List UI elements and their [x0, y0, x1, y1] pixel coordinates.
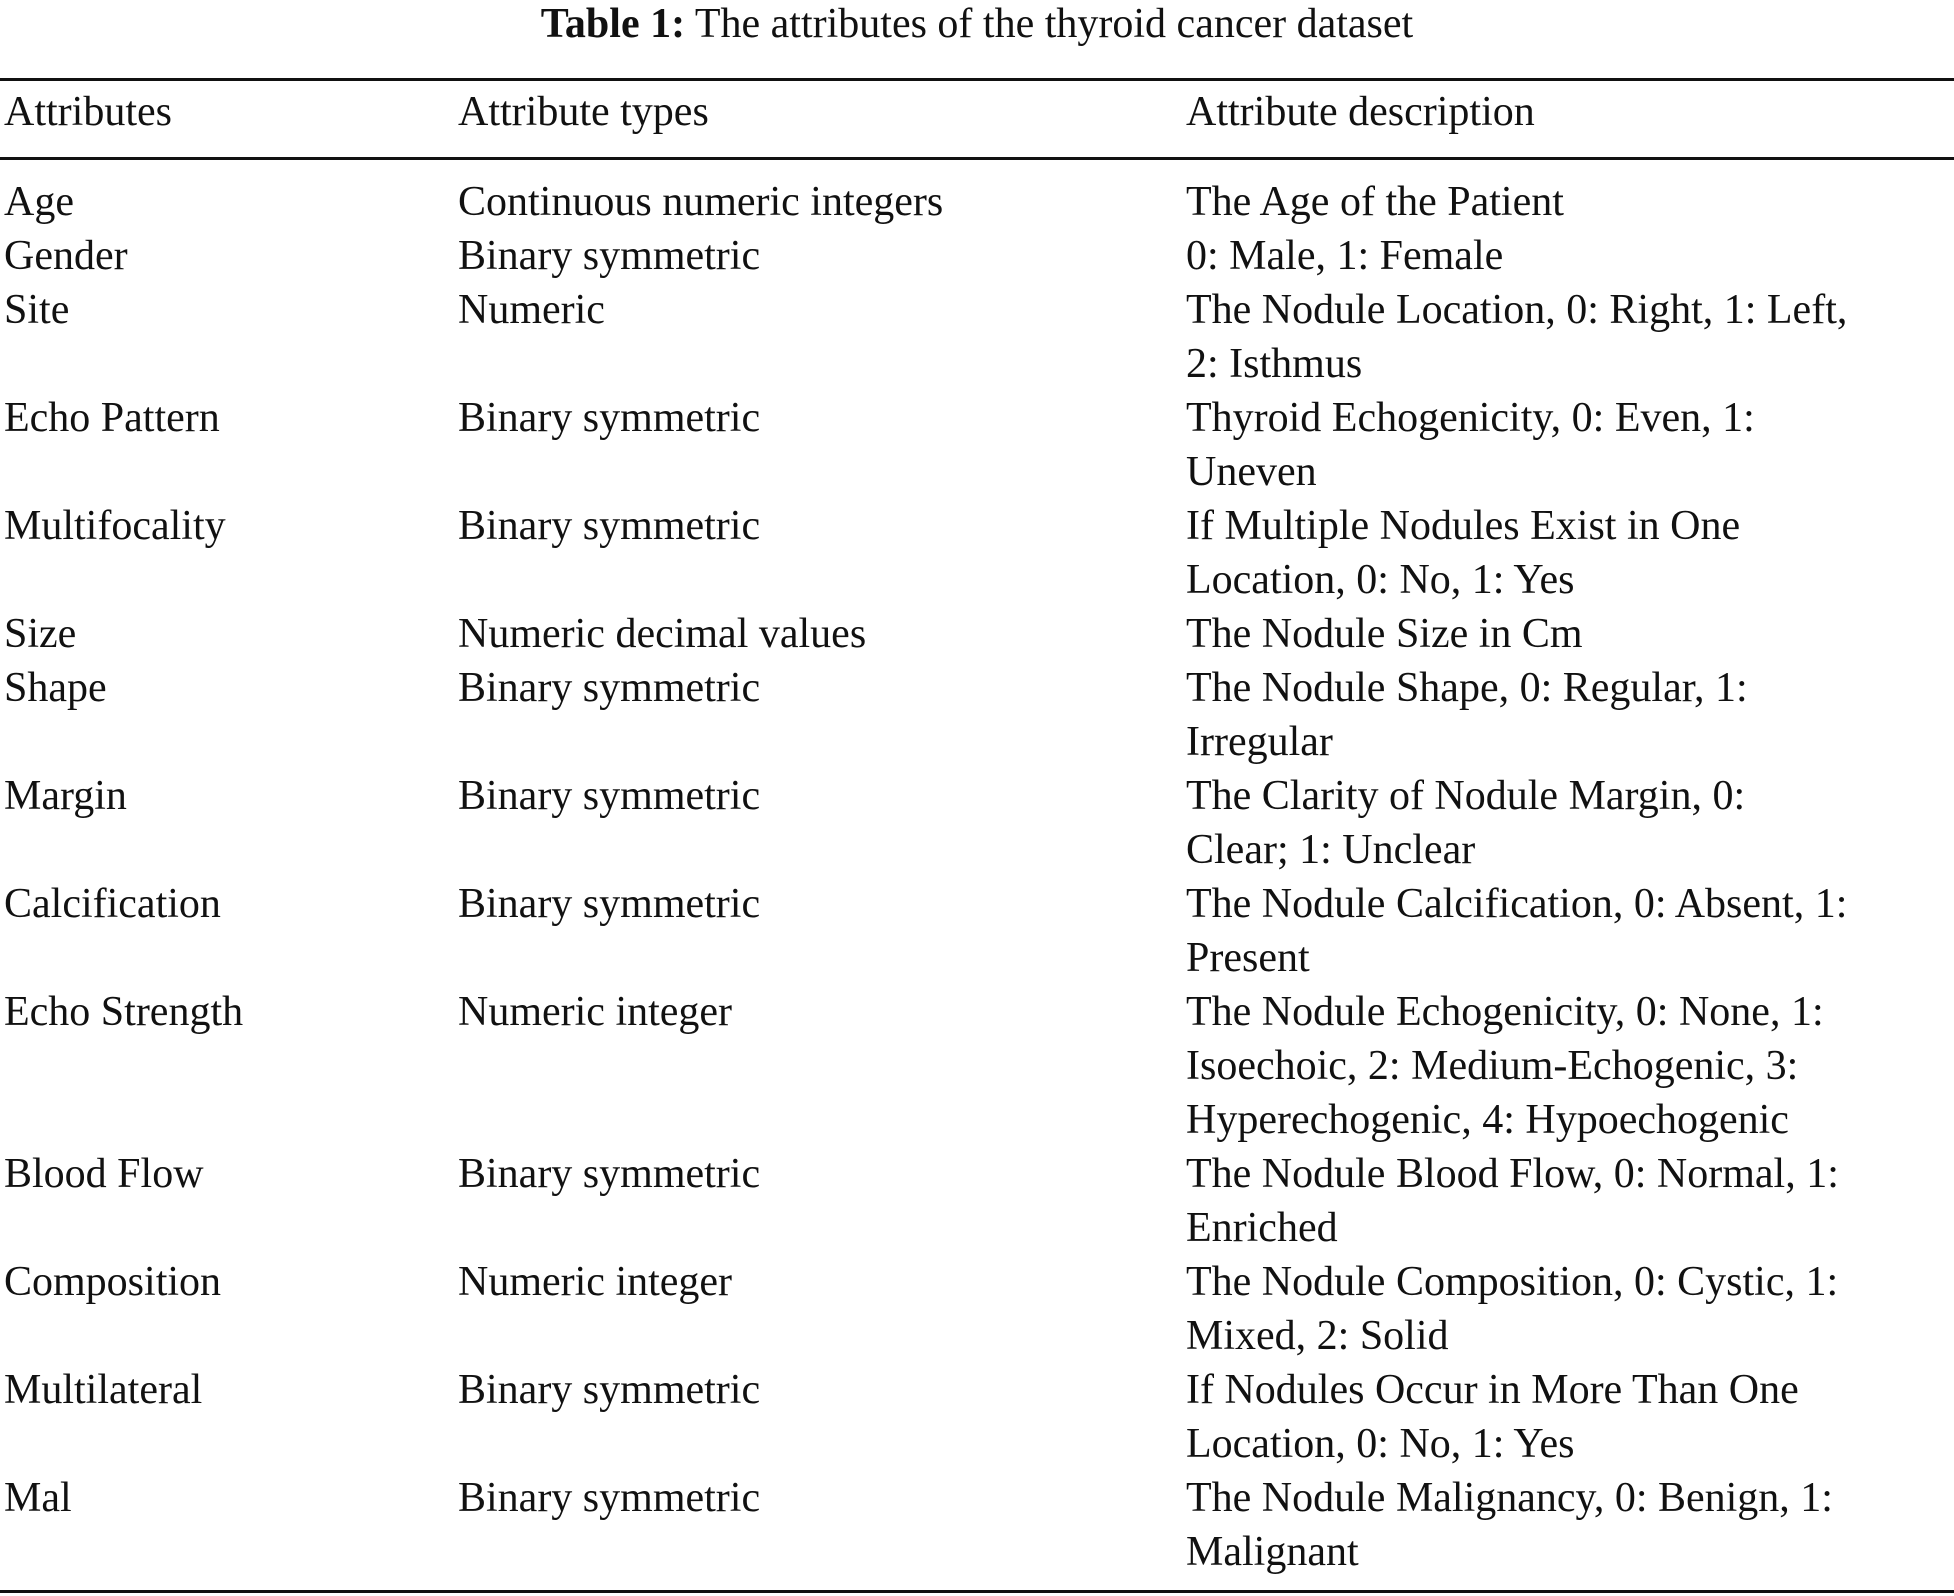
description-line: If Nodules Occur in More Than One — [1186, 1367, 1799, 1413]
header-attribute-types: Attribute types — [458, 89, 709, 135]
description-line: Clear; 1: Unclear — [1186, 827, 1476, 873]
table-cell-attribute: Margin — [4, 773, 127, 819]
table-bottom-rule — [0, 1590, 1954, 1593]
table-cell-description — [1186, 1363, 1954, 1471]
table-cell-attribute: Echo Strength — [4, 989, 244, 1035]
table-cell-description — [1186, 175, 1954, 229]
table-cell-type: Binary symmetric — [458, 1367, 761, 1413]
description-line: 0: Male, 1: Female — [1186, 233, 1504, 279]
table-cell-type: Numeric decimal values — [458, 611, 867, 657]
table-cell-attribute: Echo Pattern — [4, 395, 220, 441]
description-line: The Nodule Size in Cm — [1186, 611, 1583, 657]
description-line: The Nodule Echogenicity, 0: None, 1: — [1186, 989, 1824, 1035]
description-line: Present — [1186, 935, 1310, 981]
description-line: The Nodule Shape, 0: Regular, 1: — [1186, 665, 1748, 711]
table-cell-type: Numeric integer — [458, 1259, 733, 1305]
table-cell-type: Binary symmetric — [458, 233, 761, 279]
table-top-rule — [0, 78, 1954, 81]
table-cell-type: Binary symmetric — [458, 395, 761, 441]
description-line: The Clarity of Nodule Margin, 0: — [1186, 773, 1746, 819]
description-line: The Nodule Composition, 0: Cystic, 1: — [1186, 1259, 1839, 1305]
table-cell-description — [1186, 877, 1954, 985]
description-line: Mixed, 2: Solid — [1186, 1313, 1449, 1359]
description-line: Isoechoic, 2: Medium-Echogenic, 3: — [1186, 1043, 1799, 1089]
table-cell-description — [1186, 1147, 1954, 1255]
table-caption — [0, 2, 1954, 46]
table-header-rule — [0, 157, 1954, 160]
table-cell-description — [1186, 283, 1954, 391]
description-line: The Nodule Location, 0: Right, 1: Left, — [1186, 287, 1848, 333]
table-caption-label: Table 1: — [540, 1, 686, 47]
description-line: Thyroid Echogenicity, 0: Even, 1: — [1186, 395, 1755, 441]
table-cell-attribute: Calcification — [4, 881, 221, 927]
table-cell-type: Binary symmetric — [458, 665, 761, 711]
table-cell-attribute: Blood Flow — [4, 1151, 204, 1197]
table-cell-type: Binary symmetric — [458, 503, 761, 549]
description-line: The Age of the Patient — [1186, 179, 1564, 225]
table-cell-attribute: Composition — [4, 1259, 222, 1305]
description-line: The Nodule Malignancy, 0: Benign, 1: — [1186, 1475, 1833, 1521]
description-line: 2: Isthmus — [1186, 341, 1363, 387]
description-line: Enriched — [1186, 1205, 1338, 1251]
header-attribute-description: Attribute description — [1186, 89, 1535, 135]
table-cell-type: Binary symmetric — [458, 881, 761, 927]
table-cell-attribute: Shape — [4, 665, 107, 711]
table-cell-description — [1186, 607, 1954, 661]
table-cell-type: Binary symmetric — [458, 773, 761, 819]
table-caption-text: The attributes of the thyroid cancer dataset — [694, 1, 1414, 47]
header-attributes: Attributes — [4, 89, 172, 135]
description-line: Irregular — [1186, 719, 1333, 765]
description-line: Location, 0: No, 1: Yes — [1186, 557, 1575, 603]
description-line: Hyperechogenic, 4: Hypoechogenic — [1186, 1097, 1789, 1143]
table-cell-attribute: Multifocality — [4, 503, 226, 549]
table-cell-attribute: Size — [4, 611, 77, 657]
table-cell-description — [1186, 661, 1954, 769]
table-cell-description — [1186, 499, 1954, 607]
table-cell-type: Continuous numeric integers — [458, 179, 944, 225]
table-cell-type: Binary symmetric — [458, 1475, 761, 1521]
table-cell-attribute: Multilateral — [4, 1367, 203, 1413]
table-cell-type: Numeric integer — [458, 989, 733, 1035]
table-cell-description — [1186, 1471, 1954, 1579]
description-line: Malignant — [1186, 1529, 1359, 1575]
table-cell-description — [1186, 769, 1954, 877]
table-cell-description — [1186, 1255, 1954, 1363]
table-cell-attribute: Mal — [4, 1475, 72, 1521]
table-cell-type: Numeric — [458, 287, 605, 333]
table-cell-description — [1186, 985, 1954, 1147]
table-cell-description — [1186, 391, 1954, 499]
table-cell-description — [1186, 229, 1954, 283]
description-line: The Nodule Calcification, 0: Absent, 1: — [1186, 881, 1848, 927]
description-line: If Multiple Nodules Exist in One — [1186, 503, 1741, 549]
table-cell-attribute: Site — [4, 287, 70, 333]
table-cell-type: Binary symmetric — [458, 1151, 761, 1197]
table-cell-attribute: Gender — [4, 233, 128, 279]
description-line: The Nodule Blood Flow, 0: Normal, 1: — [1186, 1151, 1839, 1197]
description-line: Location, 0: No, 1: Yes — [1186, 1421, 1575, 1467]
description-line: Uneven — [1186, 449, 1317, 495]
table-cell-attribute: Age — [4, 179, 74, 225]
